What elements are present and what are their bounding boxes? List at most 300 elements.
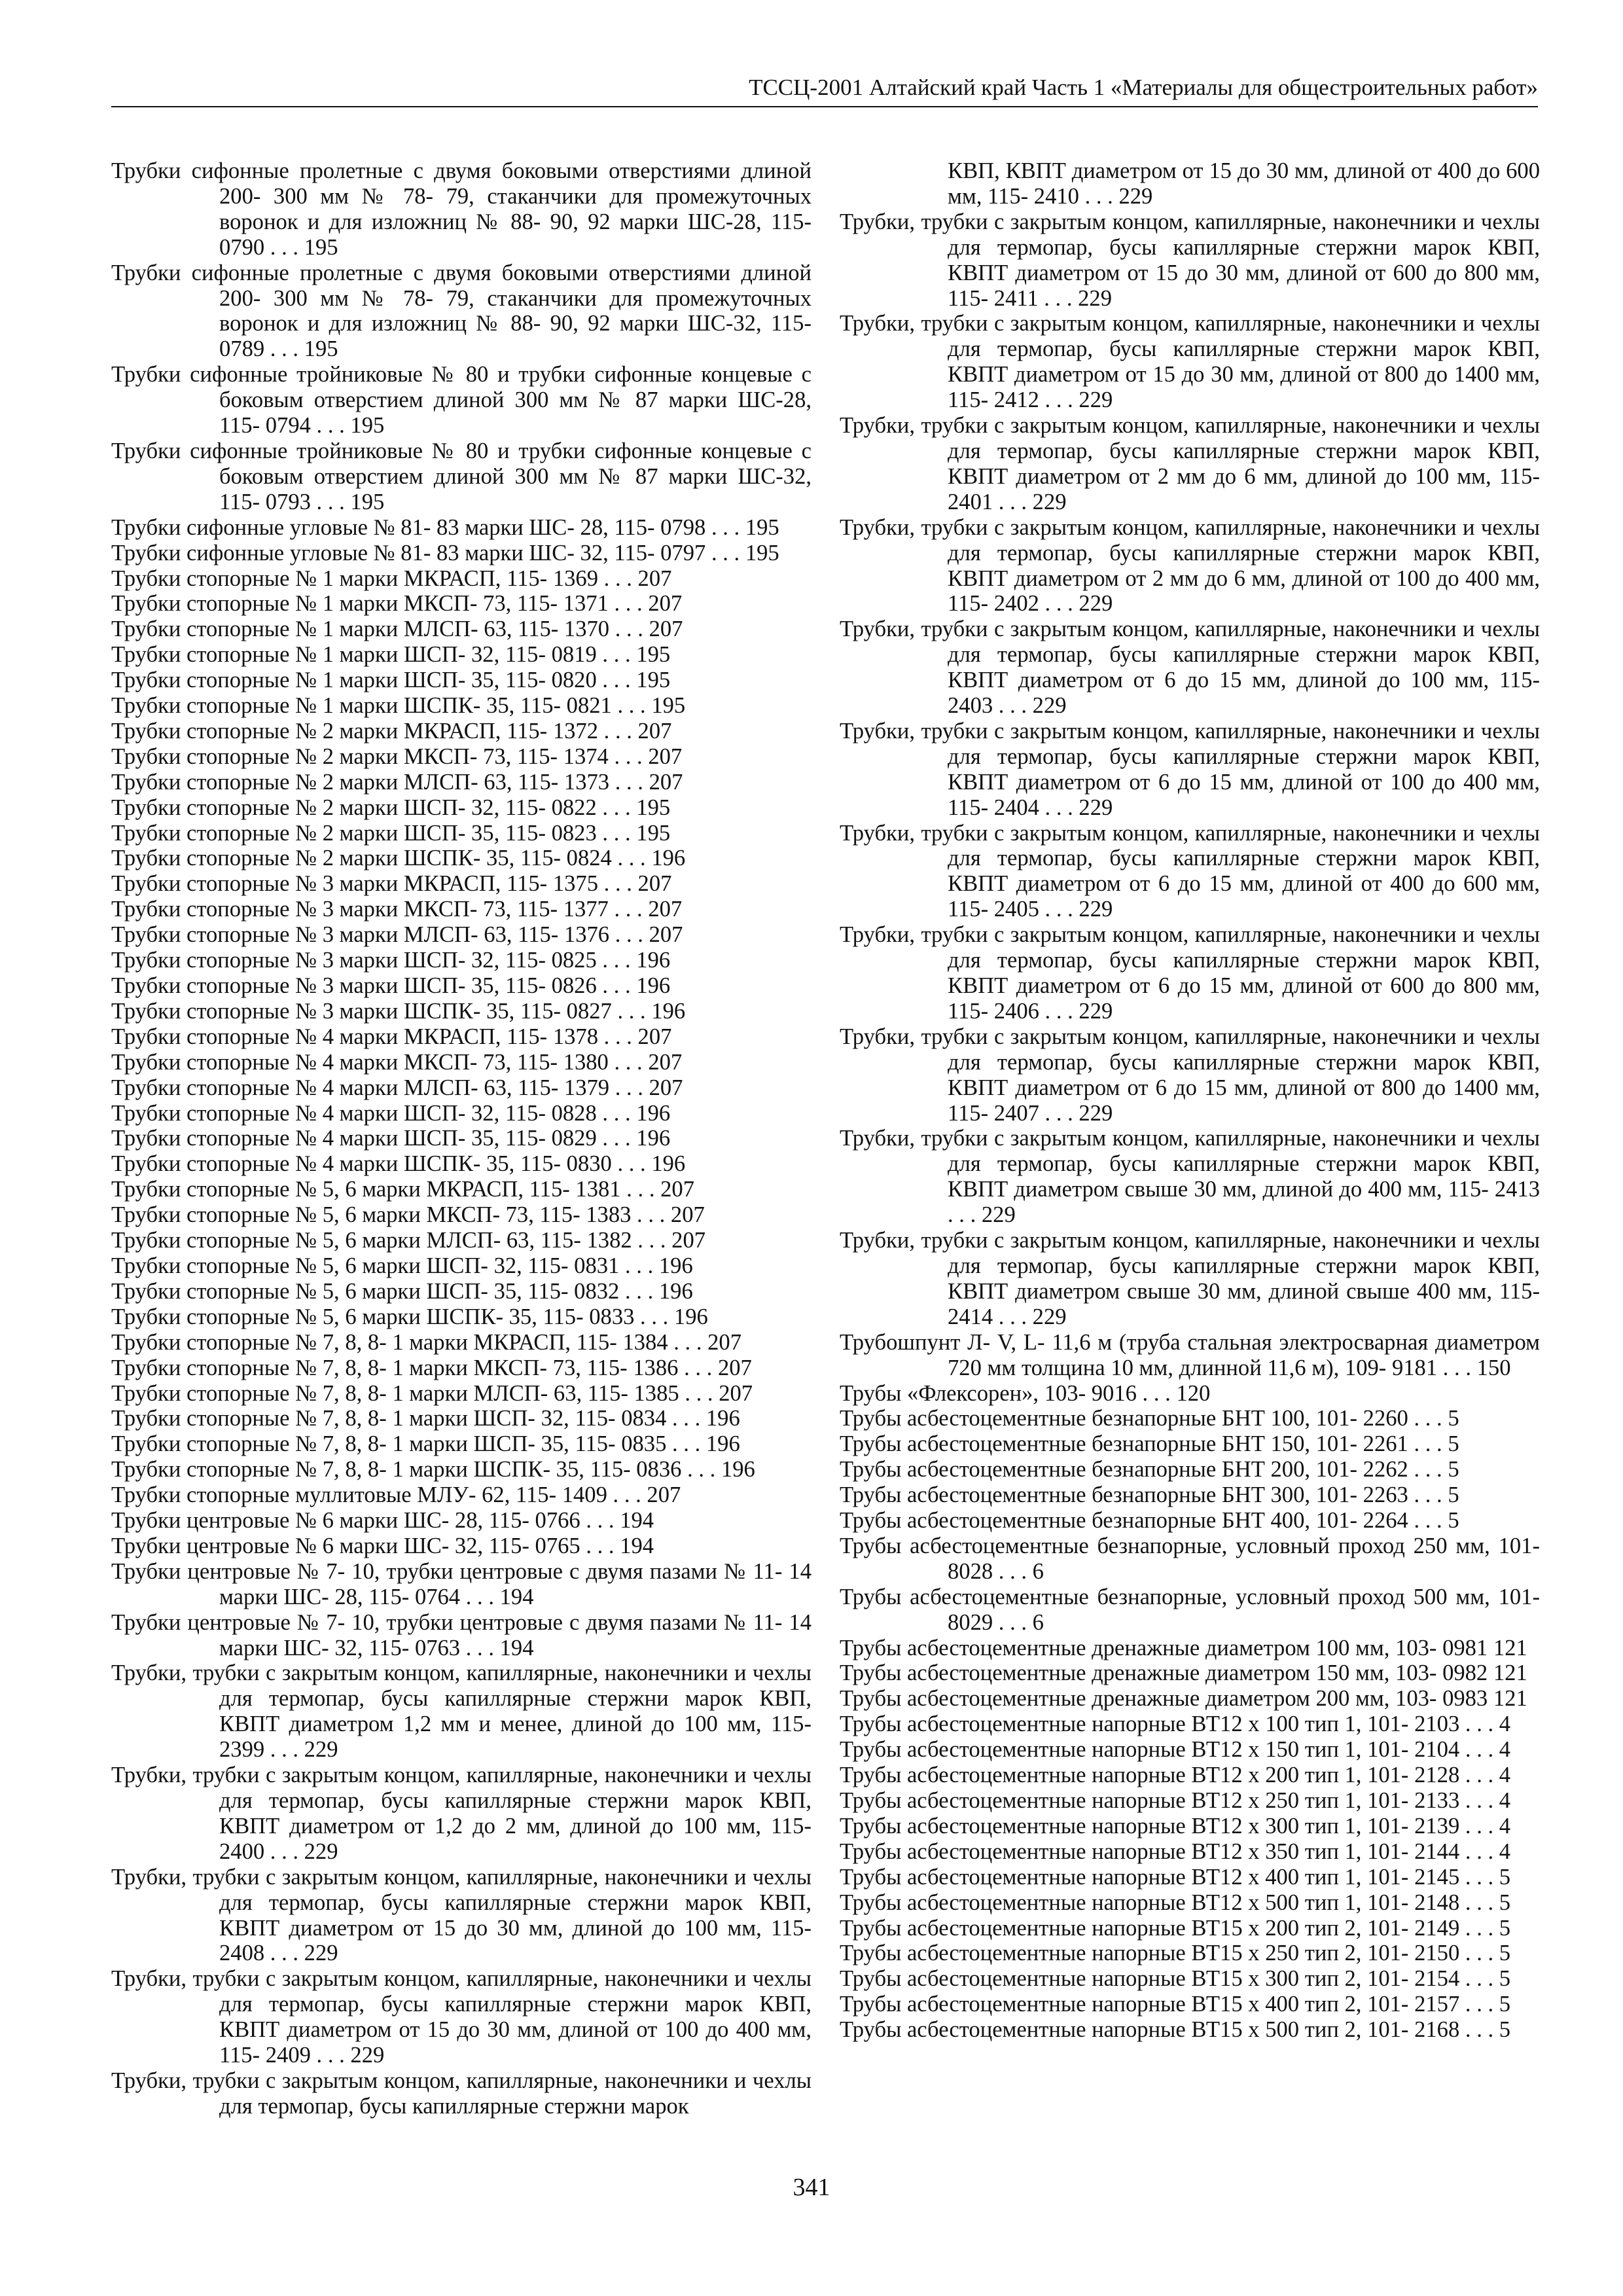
entry-text: Трубки сифонные угловые № 81- 83 марки ШС- 28, 115- 0798 [111, 514, 706, 540]
index-entry [111, 1508, 812, 1534]
entry-page-ref: 4 [1499, 1839, 1511, 1864]
entry-text: Трубки стопорные № 5, 6 марки ШСП- 35, 115- 0832 [111, 1278, 620, 1304]
entry-page-ref: 195 [636, 795, 671, 820]
entry-text: Трубки стопорные № 4 марки ШСПК- 35, 115- 0830 [111, 1151, 612, 1177]
entry-page-ref: 196 [673, 1304, 708, 1329]
index-entry [111, 922, 812, 948]
entry-page-ref: 229 [304, 1737, 338, 1763]
entry-page-ref: 5 [1499, 1992, 1511, 2017]
entry-text: Трубки стопорные № 4 марки ШСП- 35, 115- 0829 [111, 1126, 597, 1151]
entry-text: Трубки стопорные № 3 марки ШСП- 32, 115- 0825 [111, 948, 597, 973]
index-entry [840, 1839, 1540, 1865]
entry-page-ref: 207 [649, 617, 683, 642]
entry-page-ref: 207 [671, 1228, 706, 1253]
entry-text: Трубки стопорные № 7, 8, 8- 1 марки ШСПК- 35, 115- 0836 [111, 1457, 682, 1482]
dot-leader: . . . [596, 820, 637, 846]
entry-text: Трубки, трубки с закрытым концом, капиллярные, наконечники и чехлы для термопар, бусы капиллярные стержни марок КВП, КВПТ диаметром от 6 до 15 мм, длиной до 100 мм, 115- 2403 [840, 617, 1540, 719]
dot-leader: . . . [264, 1737, 304, 1763]
dot-leader: . . . [1459, 1864, 1499, 1890]
index-entry [111, 642, 812, 668]
dot-leader: . . . [1039, 591, 1079, 617]
index-entry [111, 795, 812, 821]
entry-text: Трубки сифонные тройниковые № 80 и трубки сифонные концевые с боковым отверстием длиной 300 мм № 87 марки ШС-28, 115- 0794 [111, 362, 812, 439]
entry-text: Трубки, трубки с закрытым концом, капиллярные, наконечники и чехлы для термопар, бусы капиллярные стержни марок КВП, КВПТ диаметром от 15 до 30 мм, длиной до 100 мм, 115- 2408 [111, 1864, 812, 1966]
dot-leader: . . . [598, 1024, 638, 1049]
index-entry [111, 566, 812, 592]
dot-leader: . . . [608, 897, 649, 922]
index-entry [840, 1686, 1540, 1712]
entry-text: Трубы асбестоцементные напорные ВТ12 х 200 тип 1, 101- 2128 [840, 1763, 1460, 1788]
entry-page-ref: 194 [499, 1635, 534, 1660]
entry-page-ref: 5 [1499, 1966, 1511, 1992]
entry-page-ref: 196 [651, 998, 686, 1024]
dot-leader: . . . [634, 1304, 674, 1329]
entry-text: Трубы «Флексорен», 103- 9016 [840, 1380, 1137, 1406]
entry-text: Трубки, трубки с закрытым концом, капиллярные, наконечники и чехлы для термопар, бусы капиллярные стержни марок КВП, КВПТ диаметром от 6 до 15 мм, длиной от 600 до 800 мм, 115- 2406 [840, 922, 1540, 1024]
entry-text: Трубки стопорные № 1 марки ШСПК- 35, 115- 0821 [111, 693, 612, 719]
entry-page-ref: 195 [304, 234, 338, 260]
entry-text: Трубки центровые № 6 марки ШС- 32, 115- 0765 [111, 1533, 580, 1558]
entry-text: Трубки центровые № 7- 10, трубки центровые с двумя пазами № 11- 14 марки ШС- 28, 115- 0764 [111, 1558, 812, 1609]
entry-text: Трубки стопорные № 5, 6 марки ШСПК- 35, 115- 0833 [111, 1304, 635, 1329]
dot-leader: . . . [1459, 1813, 1499, 1839]
dot-leader: . . . [608, 744, 649, 769]
entry-text: Трубки стопорные № 4 марки МЛСП- 63, 115- 1379 [111, 1075, 610, 1100]
entry-page-ref: 195 [745, 514, 779, 540]
dot-leader: . . . [580, 1533, 620, 1558]
entry-text: Трубошпунт Л- V, L- 11,6 м (труба стальная электросварная диаметром 720 мм толщина 10 мм, длинной 11,6 м), 109- 9181 [840, 1329, 1540, 1380]
dot-leader: . . . [1408, 1431, 1448, 1457]
dot-leader: . . . [609, 769, 649, 795]
header-title: ТССЦ-2001 Алтайский край Часть 1 «Материалы для общестроительных работ» [749, 75, 1538, 100]
dot-leader: . . . [611, 998, 652, 1024]
index-entry [111, 362, 812, 439]
entry-page-ref: 5 [1499, 1864, 1511, 1890]
index-entry [111, 1075, 812, 1101]
entry-page-ref: 207 [648, 1049, 683, 1075]
entry-text: Трубы асбестоцементные дренажные диаметром 200 мм, 103- 0983 [840, 1686, 1488, 1712]
entry-text: Трубки стопорные № 1 марки МЛСП- 63, 115- 1370 [111, 617, 610, 642]
dot-leader: . . . [1459, 1941, 1499, 1966]
entry-text: Трубы асбестоцементные напорные ВТ15 х 200 тип 2, 101- 2149 [840, 1915, 1460, 1941]
entry-text: Трубы асбестоцементные напорные ВТ15 х 500 тип 2, 101- 2168 [840, 2017, 1460, 2043]
dot-leader: . . . [1039, 998, 1079, 1024]
entry-page-ref: 207 [717, 1355, 752, 1380]
index-entry [111, 1177, 812, 1202]
entry-text: Трубки центровые № 7- 10, трубки центровые с двумя пазами № 11- 14 марки ШС- 32, 115- 0763 [111, 1609, 812, 1660]
entry-page-ref: 5 [1448, 1457, 1459, 1482]
entry-text: Трубки стопорные № 2 марки МКРАСП, 115- 1372 [111, 718, 599, 744]
entry-page-ref: 195 [636, 642, 671, 668]
index-entry [840, 1406, 1540, 1431]
entry-text: Трубы асбестоцементные напорные ВТ12 х 400 тип 1, 101- 2145 [840, 1864, 1460, 1890]
entry-page-ref: 6 [1032, 1609, 1044, 1635]
entry-text: КВП, КВПТ диаметром от 15 до 30 мм, длиной от 400 до 600 мм, 115- 2410 [948, 158, 1540, 209]
entry-page-ref: 194 [499, 1584, 534, 1609]
entry-text: Трубки, трубки с закрытым концом, капиллярные, наконечники и чехлы для термопар, бусы капиллярные стержни марок КВП, КВПТ диаметром от 6 до 15 мм, длиной от 400 до 600 мм, 115- 2405 [840, 820, 1540, 922]
dot-leader: . . . [1459, 1712, 1499, 1737]
entry-text: Трубы асбестоцементные напорные ВТ12 х 500 тип 1, 101- 2148 [840, 1890, 1460, 1915]
entry-page-ref: 195 [350, 413, 385, 439]
dot-leader: . . . [1408, 1406, 1448, 1431]
dot-leader: . . . [1038, 285, 1079, 311]
dot-leader: . . . [666, 1431, 706, 1457]
dot-leader: . . . [596, 1126, 637, 1151]
entry-text: Трубки, трубки с закрытым концом, капиллярные, наконечники и чехлы для термопар, бусы капиллярные стержни марок КВП, КВПТ диаметром от 15 до 30 мм, длиной от 100 до 400 мм, 115- 2409 [111, 1966, 812, 2068]
index-entry [111, 1966, 812, 2068]
dot-leader: . . . [619, 1278, 659, 1304]
dot-leader: . . . [993, 1304, 1033, 1329]
index-entry [840, 1712, 1540, 1737]
dot-leader: . . . [1039, 1100, 1079, 1126]
entry-page-ref: 207 [648, 897, 683, 922]
entry-page-ref: 4 [1499, 1763, 1511, 1788]
entry-page-ref: 5 [1448, 1406, 1459, 1431]
dot-leader: . . . [310, 413, 351, 439]
entry-text: Трубки стопорные № 3 марки ШСП- 35, 115- 0826 [111, 973, 597, 998]
index-entry [840, 719, 1540, 821]
entry-page-ref: 196 [658, 1253, 693, 1278]
page-number: 341 [793, 2174, 830, 2201]
entry-text: Трубы асбестоцементные напорные ВТ12 х 150 тип 1, 101- 2104 [840, 1737, 1460, 1763]
entry-page-ref: 4 [1499, 1712, 1511, 1737]
entry-page-ref: 196 [651, 846, 686, 871]
entry-text: Трубки стопорные № 7, 8, 8- 1 марки ШСП- 32, 115- 0834 [111, 1406, 667, 1431]
entry-page-ref: 196 [721, 1457, 755, 1482]
entry-page-ref: 194 [620, 1508, 654, 1534]
entry-text: Трубки стопорные № 5, 6 марки ШСП- 32, 115- 0831 [111, 1253, 620, 1278]
index-entry [840, 1534, 1540, 1585]
entry-page-ref: 229 [1032, 693, 1067, 719]
dot-leader: . . . [310, 489, 351, 514]
index-entry [111, 1865, 812, 1967]
dot-leader: . . . [580, 1508, 620, 1534]
entry-text: Трубки стопорные муллитовые МЛУ- 62, 115- 1409 [111, 1482, 607, 1508]
entry-text: Трубки стопорные № 4 марки ШСП- 32, 115- 0828 [111, 1100, 597, 1126]
dot-leader: . . . [1459, 1788, 1499, 1813]
index-entry [111, 1101, 812, 1126]
entry-text: Трубки стопорные № 1 марки ШСП- 32, 115- 0819 [111, 642, 597, 668]
entry-text: Трубки, трубки с закрытым концом, капиллярные, наконечники и чехлы для термопар, бусы капиллярные стержни марок КВП, КВПТ диаметром от 2 мм до 6 мм, длиной до 100 мм, 115- 2401 [840, 413, 1540, 514]
entry-text: Трубы асбестоцементные напорные ВТ12 х 300 тип 1, 101- 2139 [840, 1813, 1460, 1839]
index-entry [840, 1431, 1540, 1457]
index-entry [840, 1890, 1540, 1916]
dot-leader: . . . [1459, 1992, 1499, 2017]
index-entry [111, 821, 812, 846]
entry-text: Трубки, трубки с закрытым концом, капиллярные, наконечники и чехлы для термопар, бусы капиллярные стержни марок КВП, КВПТ диаметром от 15 до 30 мм, длиной от 600 до 800 мм, 115- 2411 [840, 209, 1540, 311]
entry-page-ref: 229 [1032, 489, 1067, 514]
entry-page-ref: 229 [981, 1202, 1016, 1228]
entry-text: Трубки стопорные № 3 марки ШСПК- 35, 115- 0827 [111, 998, 612, 1024]
entry-text: Трубки, трубки с закрытым концом, капиллярные, наконечники и чехлы для термопар, бусы капиллярные стержни марок КВП, КВПТ диаметром от 6 до 15 мм, длиной от 800 до 1400 мм, 115- 2407 [840, 1024, 1540, 1126]
index-entry [111, 617, 812, 642]
index-entry [111, 260, 812, 363]
entry-page-ref: 196 [636, 948, 671, 973]
entry-page-ref: 195 [636, 820, 671, 846]
dot-leader: . . . [1459, 1890, 1499, 1915]
index-entry [111, 871, 812, 897]
entry-text: Трубки стопорные № 2 марки ШСП- 35, 115- 0823 [111, 820, 597, 846]
entry-page-ref: 196 [636, 1126, 671, 1151]
entry-text: Трубки, трубки с закрытым концом, капиллярные, наконечники и чехлы для термопар, бусы капиллярные стержни марок КВП, КВПТ диаметром от 6 до 15 мм, длиной от 100 до 400 мм, 115- 2404 [840, 718, 1540, 820]
index-entry [111, 846, 812, 871]
index-entry [111, 2068, 812, 2119]
entry-page-ref: 229 [350, 2043, 385, 2068]
dot-leader: . . . [596, 795, 637, 820]
dot-leader: . . . [632, 1228, 672, 1253]
index-entry [111, 973, 812, 999]
index-entry [840, 1457, 1540, 1482]
entry-page-ref: 207 [637, 718, 672, 744]
entry-page-ref: 195 [304, 336, 338, 362]
entry-page-ref: 5 [1448, 1431, 1459, 1457]
index-entry [111, 1279, 812, 1304]
index-entry [840, 1381, 1540, 1407]
index-entry [840, 1024, 1540, 1126]
entry-text: Трубки сифонные пролетные с двумя боковыми отверстиями длиной 200- 300 мм № 78- 79, стаканчики для промежуточных воронок и для изложниц № 88- 90, 92 марки ШС-28, 115- 0790 [111, 158, 812, 260]
entry-text: Трубы асбестоцементные напорные ВТ12 х 350 тип 1, 101- 2144 [840, 1839, 1460, 1864]
entry-page-ref: 207 [670, 1202, 705, 1228]
entry-page-ref: 5 [1499, 1890, 1511, 1915]
index-entry [111, 1406, 812, 1431]
entry-page-ref: 229 [1079, 795, 1113, 820]
entry-page-ref: 5 [1499, 2017, 1511, 2043]
entry-page-ref: 207 [637, 1024, 672, 1049]
dot-leader: . . . [264, 1941, 304, 1966]
index-column-left [111, 158, 812, 2119]
entry-page-ref: 207 [648, 744, 683, 769]
dot-leader: . . . [1459, 1737, 1499, 1763]
index-entry [840, 1228, 1540, 1330]
index-entry [111, 1024, 812, 1050]
entry-text: Трубы асбестоцементные безнапорные БНТ 400, 101- 2264 [840, 1508, 1408, 1534]
index-entry [111, 515, 812, 541]
dot-leader: . . . [607, 1482, 647, 1508]
entry-page-ref: 120 [1176, 1380, 1211, 1406]
entry-text: Трубки, трубки с закрытым концом, капиллярные, наконечники и чехлы для термопар, бусы капиллярные стержни марок КВП, КВПТ диаметром от 15 до 30 мм, длиной от 800 до 1400 мм, 115- 2412 [840, 311, 1540, 413]
dot-leader: . . . [1459, 1915, 1499, 1941]
entry-page-ref: 207 [649, 769, 683, 795]
entry-page-ref: 207 [637, 871, 672, 897]
entry-page-ref: 5 [1499, 1915, 1511, 1941]
entry-text: Трубки стопорные № 1 марки МКРАСП, 115- 1369 [111, 565, 599, 591]
dot-leader: . . . [993, 693, 1033, 719]
entry-page-ref: 196 [636, 1100, 671, 1126]
entry-text: Трубы асбестоцементные безнапорные БНТ 100, 101- 2260 [840, 1406, 1408, 1431]
entry-text: Трубки стопорные № 3 марки МКРАСП, 115- 1375 [111, 871, 599, 897]
index-entry [111, 719, 812, 744]
dot-leader: . . . [678, 1355, 718, 1380]
index-entry [111, 1050, 812, 1075]
dot-leader: . . . [681, 1457, 721, 1482]
index-entry [111, 693, 812, 719]
index-entry [111, 770, 812, 795]
entry-page-ref: 207 [719, 1380, 753, 1406]
entry-text: Трубы асбестоцементные безнапорные, условный проход 250 мм, 101- 8028 [840, 1533, 1540, 1584]
index-entry [111, 158, 812, 260]
index-entry [840, 158, 1540, 209]
entry-page-ref: 229 [1118, 183, 1153, 209]
entry-text: Трубки, трубки с закрытым концом, капиллярные, наконечники и чехлы для термопар, бусы капиллярные стержни марок КВП, КВПТ диаметром свыше 30 мм, длиной свыше 400 мм, 115- 2414 [840, 1228, 1540, 1329]
entry-page-ref: 196 [658, 1278, 693, 1304]
dot-leader: . . . [1459, 1763, 1499, 1788]
index-entry [111, 1253, 812, 1279]
entry-page-ref: 195 [350, 489, 385, 514]
entry-text: Трубки стопорные № 5, 6 марки МКРАСП, 115- 1381 [111, 1177, 621, 1202]
entry-page-ref: 196 [651, 1151, 686, 1177]
entry-text: Трубы асбестоцементные безнапорные БНТ 200, 101- 2262 [840, 1457, 1408, 1482]
dot-leader: . . . [679, 1380, 719, 1406]
entry-text: Трубки сифонные угловые № 81- 83 марки ШС- 32, 115- 0797 [111, 540, 706, 565]
entry-page-ref: 194 [620, 1533, 654, 1558]
entry-text: Трубки стопорные № 4 марки МКРАСП, 115- 1378 [111, 1024, 599, 1049]
dot-leader: . . . [1408, 1482, 1448, 1508]
entry-text: Трубки стопорные № 5, 6 марки МКСП- 73, 115- 1383 [111, 1202, 632, 1228]
dot-leader: . . . [620, 1177, 661, 1202]
dot-leader: . . . [993, 1558, 1033, 1584]
index-entry [840, 209, 1540, 312]
index-entry [840, 1585, 1540, 1636]
dot-leader: . . . [1408, 1457, 1448, 1482]
entry-text: Трубки стопорные № 1 марки ШСП- 35, 115- 0820 [111, 668, 597, 693]
dot-leader: . . . [1437, 1355, 1477, 1380]
entry-page-ref: 196 [705, 1431, 740, 1457]
entry-text: Трубки, трубки с закрытым концом, капиллярные, наконечники и чехлы для термопар, бусы капиллярные стержни марок КВП, КВПТ диаметром 1,2 мм и менее, длиной до 100 мм, 115- 2399 [111, 1660, 812, 1763]
entry-text: Трубки стопорные № 7, 8, 8- 1 марки МЛСП- 63, 115- 1385 [111, 1380, 679, 1406]
entry-page-ref: 5 [1499, 1941, 1511, 1966]
dot-leader: . . . [1039, 795, 1079, 820]
entry-text: Трубки стопорные № 2 марки МЛСП- 63, 115- 1373 [111, 769, 610, 795]
dot-leader: . . . [619, 1253, 659, 1278]
entry-page-ref: 150 [1476, 1355, 1511, 1380]
index-entry [111, 1559, 812, 1610]
entry-text: Трубы асбестоцементные напорные ВТ12 х 100 тип 1, 101- 2103 [840, 1712, 1460, 1737]
entry-text: Трубки сифонные пролетные с двумя боковыми отверстиями длиной 200- 300 мм № 78- 79, стаканчики для промежуточных воронок и для изложниц № 88- 90, 92 марки ШС-32, 115- 0789 [111, 260, 812, 362]
index-entry [111, 591, 812, 617]
entry-text: Трубы асбестоцементные напорные ВТ12 х 250 тип 1, 101- 2133 [840, 1788, 1460, 1813]
entry-text: Трубки, трубки с закрытым концом, капиллярные, наконечники и чехлы для термопар, бусы капиллярные стержни марок КВП, КВПТ диаметром от 2 мм до 6 мм, длиной от 100 до 400 мм, 115- 2402 [840, 514, 1540, 617]
dot-leader: . . . [598, 718, 638, 744]
dot-leader: . . . [1039, 387, 1079, 413]
entry-text: Трубы асбестоцементные напорные ВТ15 х 400 тип 2, 101- 2157 [840, 1992, 1460, 2017]
entry-page-ref: 207 [637, 565, 672, 591]
entry-page-ref: 229 [1079, 1100, 1113, 1126]
dot-leader: . . . [611, 1151, 652, 1177]
entry-text: Трубы асбестоцементные дренажные диаметром 100 мм, 103- 0981 [840, 1635, 1488, 1660]
index-entry [111, 439, 812, 515]
dot-leader: . . . [1079, 183, 1119, 209]
index-entry [111, 1151, 812, 1177]
entry-text: Трубки центровые № 6 марки ШС- 28, 115- 0766 [111, 1508, 580, 1534]
entry-text: Трубки стопорные № 7, 8, 8- 1 марки МКРАСП, 115- 1384 [111, 1329, 668, 1355]
index-entry [840, 1814, 1540, 1839]
index-entry [840, 1660, 1540, 1686]
index-entry [111, 1431, 812, 1457]
dot-leader: . . . [705, 514, 745, 540]
dot-leader: . . . [1459, 1839, 1499, 1864]
index-entry [111, 1126, 812, 1151]
dot-leader: . . . [596, 973, 637, 998]
entry-page-ref: 207 [649, 922, 683, 948]
entry-page-ref: 4 [1499, 1737, 1511, 1763]
dot-leader: . . . [1136, 1380, 1177, 1406]
dot-leader: . . . [1459, 1966, 1499, 1992]
index-entry [111, 1482, 812, 1508]
index-entry [840, 2017, 1540, 2043]
index-entry [111, 999, 812, 1024]
dot-leader: . . . [264, 234, 304, 260]
index-entry [840, 1763, 1540, 1788]
dot-leader: . . . [596, 1100, 637, 1126]
entry-text: Трубы асбестоцементные безнапорные, условный проход 500 мм, 101- 8029 [840, 1584, 1540, 1635]
entry-page-ref: 196 [705, 1406, 740, 1431]
index-entry [840, 1941, 1540, 1966]
entry-text: Трубки стопорные № 3 марки МЛСП- 63, 115- 1376 [111, 922, 610, 948]
entry-page-ref: 229 [304, 1839, 338, 1864]
dot-leader: . . . [611, 693, 652, 719]
index-entry [840, 1966, 1540, 1992]
index-entry [840, 515, 1540, 617]
entry-text: Трубки стопорные № 7, 8, 8- 1 марки ШСП- 35, 115- 0835 [111, 1431, 667, 1457]
entry-page-ref: 121 [1493, 1686, 1527, 1712]
index-entry [840, 1992, 1540, 2017]
dot-leader: . . . [948, 1202, 982, 1228]
entry-page-ref: 195 [651, 693, 686, 719]
index-entry [840, 617, 1540, 719]
entry-page-ref: 229 [1032, 1304, 1067, 1329]
dot-leader: . . . [598, 565, 638, 591]
index-entry [840, 1636, 1540, 1661]
entry-page-ref: 229 [1079, 387, 1113, 413]
dot-leader: . . . [596, 668, 637, 693]
index-entry [111, 1381, 812, 1407]
index-entry [111, 1763, 812, 1865]
entry-text: Трубы асбестоцементные безнапорные БНТ 150, 101- 2261 [840, 1431, 1408, 1457]
entry-page-ref: 4 [1499, 1788, 1511, 1813]
index-entry [111, 1660, 812, 1763]
entry-text: Трубы асбестоцементные напорные ВТ15 х 300 тип 2, 101- 2154 [840, 1966, 1460, 1992]
entry-page-ref: 207 [647, 1482, 681, 1508]
dot-leader: . . . [609, 1075, 649, 1100]
index-entry [111, 897, 812, 922]
index-entry [111, 1355, 812, 1381]
dot-leader: . . . [631, 1202, 671, 1228]
index-entry [840, 821, 1540, 923]
index-entry [840, 1737, 1540, 1763]
dot-leader: . . . [598, 871, 638, 897]
entry-page-ref: 195 [745, 540, 779, 565]
entry-page-ref: 4 [1499, 1813, 1511, 1839]
entry-text: Трубки, трубки с закрытым концом, капиллярные, наконечники и чехлы для термопар, бусы капиллярные стержни марок КВП, КВПТ диаметром свыше 30 мм, длиной до 400 мм, 115- 2413 [840, 1126, 1540, 1202]
index-entry [840, 1330, 1540, 1381]
index-entry [840, 1916, 1540, 1941]
entry-text: Трубки сифонные тройниковые № 80 и трубки сифонные концевые с боковым отверстием длиной 300 мм № 87 марки ШС-32, 115- 0793 [111, 438, 812, 514]
entry-page-ref: 229 [304, 1941, 338, 1966]
dot-leader: . . . [611, 846, 652, 871]
dot-leader: . . . [608, 1049, 649, 1075]
dot-leader: . . . [596, 948, 637, 973]
index-entry [840, 1126, 1540, 1228]
entry-page-ref: 5 [1448, 1508, 1459, 1534]
dot-leader: . . . [1459, 2017, 1499, 2043]
dot-leader: . . . [1408, 1508, 1448, 1534]
entry-page-ref: 6 [1032, 1558, 1044, 1584]
index-entry [111, 1330, 812, 1355]
entry-text: Трубки стопорные № 2 марки МКСП- 73, 115- 1374 [111, 744, 609, 769]
entry-text: Трубки, трубки с закрытым концом, капиллярные, наконечники и чехлы для термопар, бусы капиллярные стержни марок [111, 2068, 812, 2119]
dot-leader: . . . [993, 1609, 1033, 1635]
dot-leader: . . . [460, 1584, 500, 1609]
